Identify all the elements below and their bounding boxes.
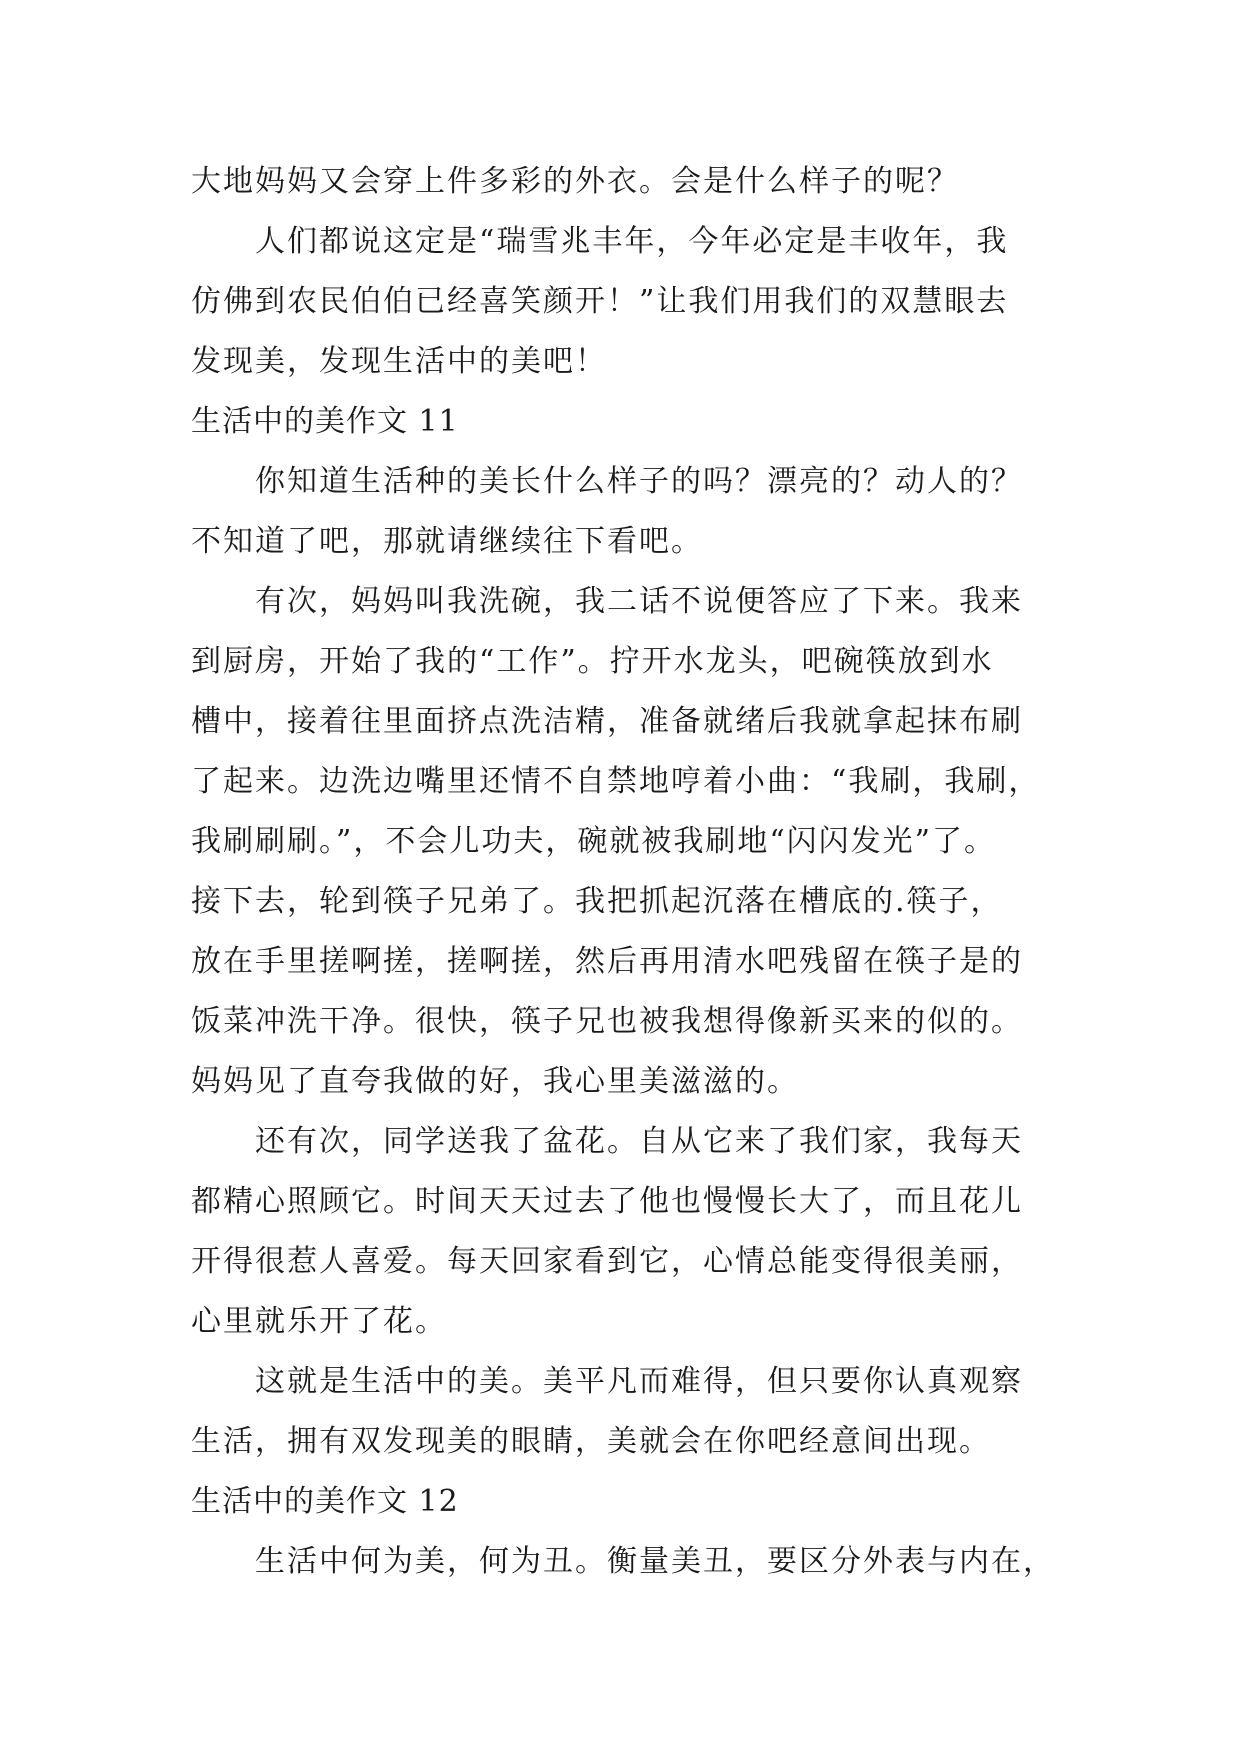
paragraph-start-line: 这就是生活中的美。美平凡而难得，但只要你认真观察: [255, 1364, 1023, 1399]
text-line: 接下去，轮到筷子兄弟了。我把抓起沉落在槽底的.筷子，: [191, 884, 1003, 919]
text-line: 生活，拥有双发现美的眼睛，美就会在你吧经意间出现。: [191, 1424, 991, 1459]
paragraph-start-line: 有次，妈妈叫我洗碗，我二话不说便答应了下来。我来: [255, 584, 1023, 619]
paragraph-start-line: 还有次，同学送我了盆花。自从它来了我们家，我每天: [255, 1124, 1023, 1159]
text-line: 不知道了吧，那就请继续往下看吧。: [191, 524, 703, 559]
text-line: 饭菜冲洗干净。很快，筷子兄也被我想得像新买来的似的。: [191, 1004, 1023, 1039]
text-line: 都精心照顾它。时间天天过去了他也慢慢长大了，而且花儿: [191, 1184, 1023, 1219]
text-line: 妈妈见了直夸我做的好，我心里美滋滋的。: [191, 1064, 799, 1099]
text-line: 仿佛到农民伯伯已经喜笑颜开！”让我们用我们的双慧眼去: [191, 284, 1009, 319]
paragraph-start-line: 生活中何为美，何为丑。衡量美丑，要区分外表与内在，: [255, 1544, 1055, 1579]
text-line: 我刷刷刷。”，不会儿功夫，碗就被我刷地“闪闪发光”了。: [191, 824, 997, 859]
text-line: 大地妈妈又会穿上件多彩的外衣。会是什么样子的呢？: [191, 164, 959, 199]
section-heading: 生活中的美作文 11: [191, 404, 459, 439]
text-line: 发现美，发现生活中的美吧！: [191, 344, 607, 379]
text-line: 到厨房，开始了我的“工作”。拧开水龙头，吧碗筷放到水: [191, 644, 994, 679]
text-line: 放在手里搓啊搓，搓啊搓，然后再用清水吧残留在筷子是的: [191, 944, 1023, 979]
paragraph-start-line: 人们都说这定是“瑞雪兆丰年，今年必定是丰收年，我: [255, 224, 1009, 259]
text-line: 槽中，接着往里面挤点洗洁精，准备就绪后我就拿起抹布刷: [191, 704, 1023, 739]
document-body: [191, 152, 1071, 1592]
section-heading: 生活中的美作文 12: [191, 1484, 459, 1519]
paragraph-start-line: 你知道生活种的美长什么样子的吗？漂亮的？动人的？: [255, 464, 1023, 499]
text-line: 心里就乐开了花。: [191, 1304, 447, 1339]
text-line: 开得很惹人喜爱。每天回家看到它，心情总能变得很美丽，: [191, 1244, 1023, 1279]
text-line: 了起来。边洗边嘴里还情不自禁地哼着小曲：“我刷，我刷，: [191, 764, 1041, 799]
